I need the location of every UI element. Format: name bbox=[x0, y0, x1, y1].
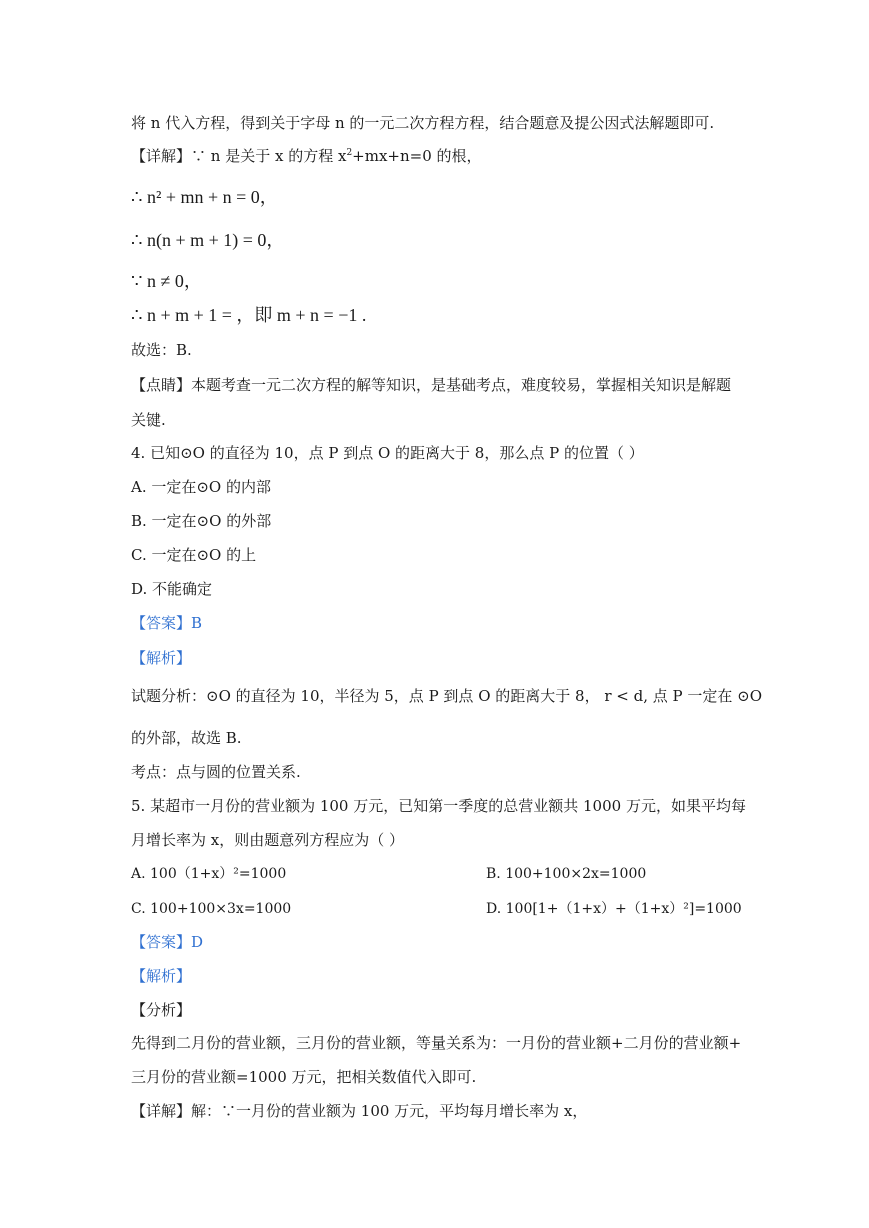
option-a: A. 一定在⊙O 的内部 bbox=[131, 478, 272, 496]
knowledge-point: 考点：点与圆的位置关系. bbox=[131, 763, 301, 781]
text-line: 先得到二月份的营业额，三月份的营业额，等量关系为：一月份的营业额+二月份的营业额+ bbox=[131, 1034, 742, 1052]
answer-label: 【答案】B bbox=[131, 614, 203, 632]
option-a: A. 100（1+x）²=1000 bbox=[131, 866, 287, 882]
text-line: 关键. bbox=[131, 411, 166, 429]
option-b: B. 一定在⊙O 的外部 bbox=[131, 512, 272, 530]
option-b: B. 100+100×2x=1000 bbox=[486, 866, 647, 882]
question-5: 5. 某超市一月份的营业额为 100 万元，已知第一季度的总营业额共 1000 万元，如果平均每 bbox=[131, 797, 746, 815]
analysis-line: 的外部，故选 B. bbox=[131, 729, 242, 747]
question-5-cont: 月增长率为 x，则由题意列方程应为（ ） bbox=[131, 831, 404, 849]
answer-label: 【答案】D bbox=[131, 933, 204, 951]
math-line: ∴ n + m + 1 = ，即 m + n = −1 . bbox=[131, 305, 367, 325]
detail-line: 【详解】∵ n 是关于 x 的方程 $x^2+mx+n=0$ 的根， bbox=[131, 147, 482, 165]
text-line: 【详解】解：∵一月份的营业额为 100 万元，平均每月增长率为 x， bbox=[131, 1102, 588, 1120]
text-line: 将 n 代入方程，得到关于字母 n 的一元二次方程方程，结合题意及提公因式法解题即可. bbox=[131, 114, 715, 132]
option-d: D. 100[1+（1+x）+（1+x）²]=1000 bbox=[486, 901, 742, 917]
question-4: 4. 已知⊙O 的直径为 10，点 P 到点 O 的距离大于 8，那么点 P 的位置（ ） bbox=[131, 444, 644, 462]
math-line: ∴ n² + mn + n = 0， bbox=[131, 187, 278, 207]
math-line: ∵ n ≠ 0， bbox=[131, 271, 202, 291]
option-c: C. 一定在⊙O 的上 bbox=[131, 546, 257, 564]
detail-tag: 【详解】 bbox=[131, 147, 192, 165]
analysis-label: 【解析】 bbox=[131, 649, 192, 667]
option-c: C. 100+100×3x=1000 bbox=[131, 901, 292, 917]
option-d: D. 不能确定 bbox=[131, 580, 213, 598]
text-line: 故选：B. bbox=[131, 341, 192, 359]
analysis-label: 【解析】 bbox=[131, 967, 192, 985]
text-line: 三月份的营业额=1000 万元，把相关数值代入即可. bbox=[131, 1068, 477, 1086]
text-line: 【点睛】本题考查一元二次方程的解等知识，是基础考点，难度较易，掌握相关知识是解题 bbox=[131, 376, 732, 394]
analysis-line: 试题分析：⊙O 的直径为 10，半径为 5，点 P 到点 O 的距离大于 8， r < d, 点 P 一定在 ⊙O bbox=[131, 687, 763, 705]
math-line: ∴ n(n + m + 1) = 0， bbox=[131, 230, 285, 250]
fenxi-label: 【分析】 bbox=[131, 1001, 192, 1019]
